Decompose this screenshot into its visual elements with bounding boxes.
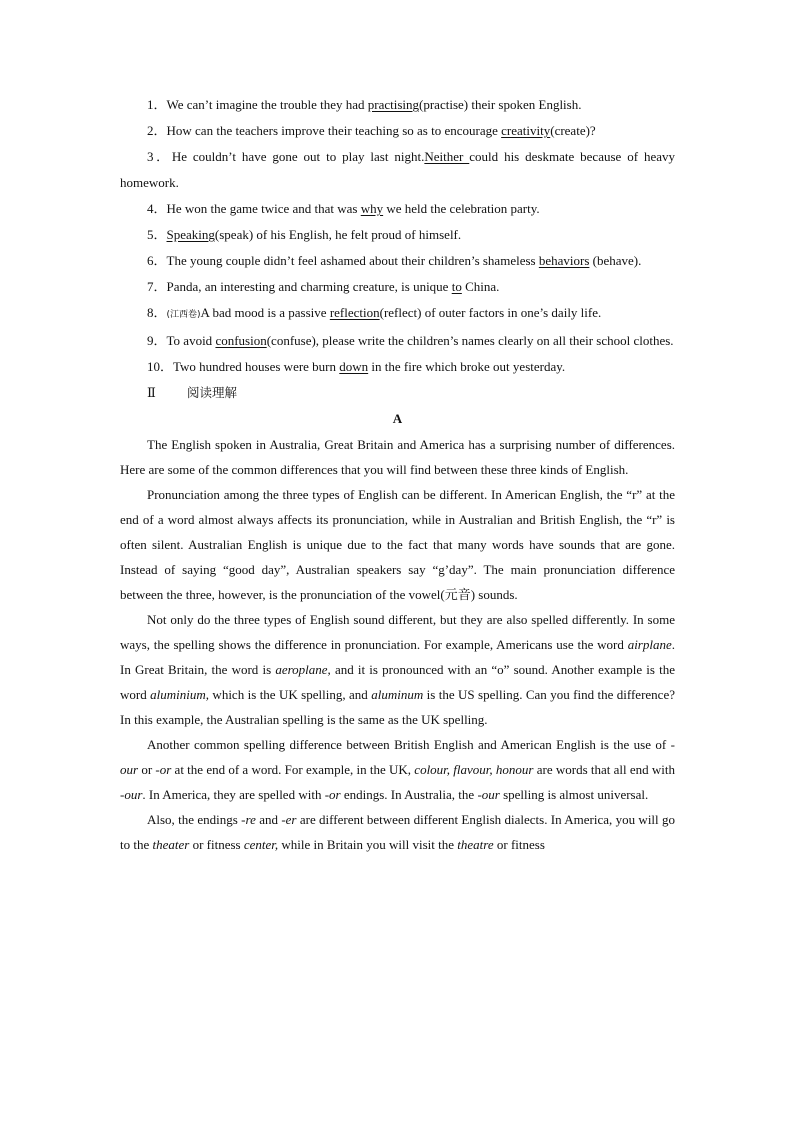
item-number: 6． bbox=[147, 253, 167, 268]
item-text: in the fire which broke out yesterday. bbox=[368, 359, 566, 374]
item-text: He won the game twice and that was bbox=[166, 201, 361, 216]
section-title: 阅读理解 bbox=[187, 385, 238, 400]
item-number: 2． bbox=[147, 123, 167, 138]
paragraph-3: Not only do the three types of English sound different, but they are also spelled differently. In some ways, the spelling shows the difference in pronunciation. For example, Americans use the word airplane. In Great Britain, the word is aeroplane, and it is pronounced with an “o” sound. Another example is the word aluminium, which is the UK spelling, and aluminum is the US spelling. Can you find the difference? In this example, the Australian spelling is the same as the UK spelling. bbox=[120, 612, 675, 727]
exercise-item-9 bbox=[120, 328, 675, 354]
exercise-list bbox=[120, 92, 675, 380]
item-number: 8． bbox=[147, 305, 167, 320]
section-number: Ⅱ bbox=[147, 385, 156, 400]
item-number: 1． bbox=[147, 97, 167, 112]
item-text: (confuse), please write the children’s names clearly on all their school clothes. bbox=[266, 333, 674, 348]
item-text: China. bbox=[461, 279, 500, 294]
paragraph-5: Also, the endings -re and -er are different between different English dialects. In America, you will go to the theater or fitness center, while in Britain you will visit the theatre or fitness bbox=[120, 812, 675, 852]
answer: Speaking bbox=[166, 227, 215, 242]
item-number: 3． bbox=[147, 149, 172, 164]
answer: creativity bbox=[501, 123, 551, 138]
answer: to bbox=[451, 279, 462, 294]
answer: behaviors bbox=[538, 253, 590, 268]
item-text: To avoid bbox=[166, 333, 216, 348]
answer: down bbox=[339, 359, 369, 374]
item-text: (create)? bbox=[550, 123, 596, 138]
exercise-item-2 bbox=[120, 118, 675, 144]
paragraph-1: The English spoken in Australia, Great Britain and America has a surprising number of differences. Here are some of the common differences that you will find between these three kinds of English. bbox=[120, 437, 675, 477]
item-number: 9． bbox=[147, 333, 167, 348]
exercise-item-3 bbox=[120, 144, 675, 196]
paragraph-4: Another common spelling difference between British English and American English is the use of -our or -or at the end of a word. For example, in the UK, colour, flavour, honour are words that all end with -our. In America, they are spelled with -or endings. In Australia, the -our spelling is almost universal. bbox=[120, 737, 676, 802]
item-text: The young couple didn’t feel ashamed about their children’s shameless bbox=[166, 253, 539, 268]
answer: why bbox=[360, 201, 384, 216]
item-text: could his deskmate because of heavy homework. bbox=[120, 149, 675, 190]
answer: reflection bbox=[329, 305, 380, 320]
item-text: A bad mood is a passive bbox=[200, 305, 330, 320]
source-tag: (江西卷) bbox=[166, 310, 201, 320]
exercise-item-5 bbox=[120, 222, 675, 248]
paragraph-2: Pronunciation among the three types of English can be different. In American English, the “r” at the end of a word almost always affects its pronunciation, while in Australian and British English, the “r” is often silent. Australian English is unique due to the fact that many words have sounds that are gone. Instead of saying “good day”, Australian speakers say “g’day”. The main pronunciation difference between the three, however, is the pronunciation of the vowel(元音) sounds. bbox=[120, 487, 675, 602]
item-text: Two hundred houses were burn bbox=[173, 359, 340, 374]
item-text: (behave). bbox=[589, 253, 642, 268]
item-text: we held the celebration party. bbox=[383, 201, 540, 216]
item-text: We can’t imagine the trouble they had bbox=[166, 97, 368, 112]
exercise-item-4 bbox=[120, 196, 675, 222]
item-text: (practise) their spoken English. bbox=[419, 97, 582, 112]
item-number: 5． bbox=[147, 227, 167, 242]
exercise-item-7 bbox=[120, 274, 675, 300]
item-text: How can the teachers improve their teaching so as to encourage bbox=[166, 123, 502, 138]
page-content bbox=[120, 92, 675, 857]
item-text: Panda, an interesting and charming creature, is unique bbox=[166, 279, 452, 294]
item-number: 7． bbox=[147, 279, 167, 294]
exercise-item-6 bbox=[120, 248, 675, 274]
exercise-item-8 bbox=[120, 300, 675, 328]
answer: practising bbox=[367, 97, 420, 112]
answer: confusion bbox=[215, 333, 267, 348]
answer: Neither bbox=[424, 149, 470, 164]
passage-label: A bbox=[392, 411, 403, 426]
exercise-item-1 bbox=[120, 92, 675, 118]
item-number: 10． bbox=[147, 359, 174, 374]
exercise-item-10 bbox=[120, 354, 675, 380]
item-number: 4． bbox=[147, 201, 167, 216]
item-text: (reflect) of outer factors in one’s daily life. bbox=[379, 305, 602, 320]
item-text: He couldn’t have gone out to play last night. bbox=[171, 149, 425, 164]
section-heading bbox=[147, 380, 675, 406]
item-text: (speak) of his English, he felt proud of himself. bbox=[214, 227, 462, 242]
